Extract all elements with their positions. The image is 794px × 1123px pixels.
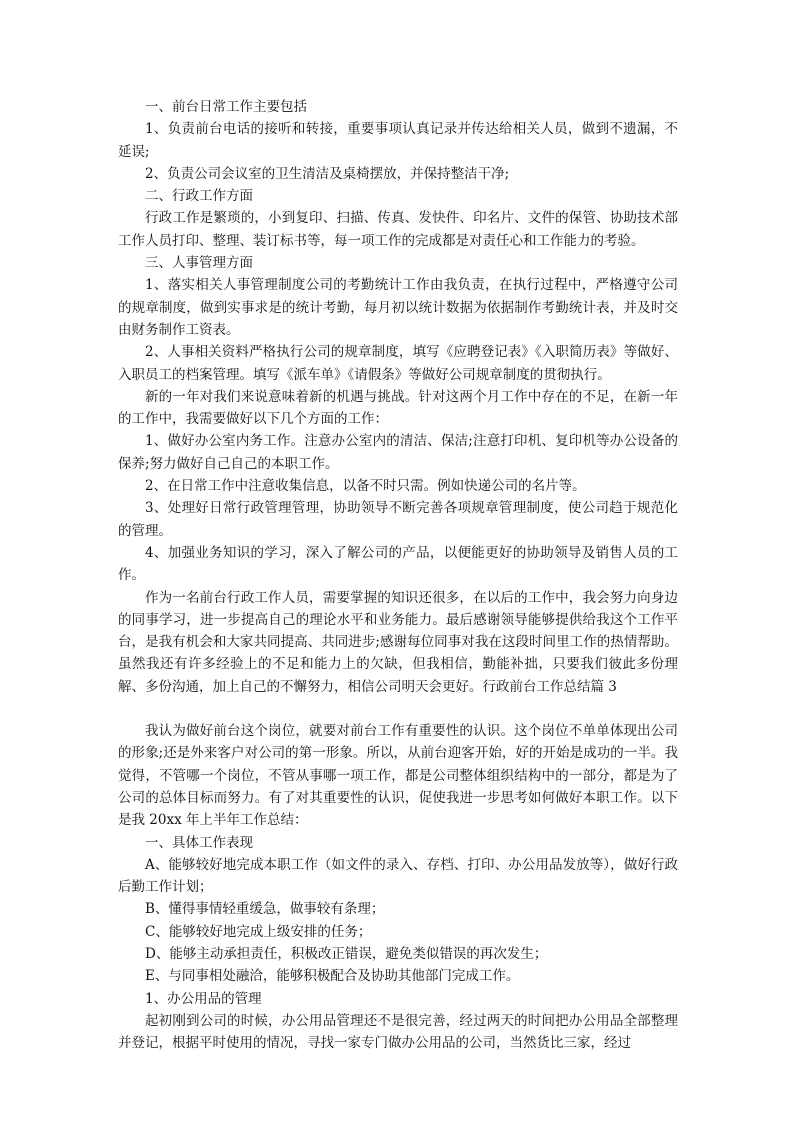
- heading-daily-work: 一、前台日常工作主要包括: [145, 99, 307, 115]
- list-item: B、懂得事情轻重缓急，做事较有条理；: [145, 901, 385, 918]
- paragraph: 4、加强业务知识的学习，深入了解公司的产品，以便能更好的协助领导及销售人员的工作。: [118, 544, 678, 584]
- list-item: D、能够主动承担责任，积极改正错误，避免类似错误的再次发生；: [145, 945, 548, 962]
- heading-work-performance: 一、具体工作表现: [145, 834, 253, 851]
- paragraph: 行政工作是繁琐的，小到复印、扫描、传真、发快件、印名片、文件的保管、协助技术部工作人员打印、整理、装订标书等，每一项工作的完成都是对责任心和工作能力的考验。: [118, 210, 678, 249]
- paragraph: 作为一名前台行政工作人员，需要掌握的知识还很多，在以后的工作中，我会努力向身边的同事学习，进一步提高自己的理论水平和业务能力。最后感谢领导能够提供给我这个工作平台，是我有机会和大家共同提高、共同进步;感谢每位同事对我在这段时间里工作的热情帮助。虽然我还有许多经验上的不足和能力上的欠缺，但我相信，勤能补拙，只要我们彼此多份理解、多份沟通，加上自己的不懈努力，相信公司明天会更好。行政前台工作总结篇 3: [118, 589, 678, 695]
- paragraph: 3、处理好日常行政管理管理，协助领导不断完善各项规章管理制度，使公司趋于规范化的管理。: [118, 500, 678, 539]
- paragraph: 新的一年对我们来说意味着新的机遇与挑战。针对这两个月工作中存在的不足，在新一年的工作中，我需要做好以下几个方面的工作：: [118, 388, 678, 428]
- heading-admin-work: 二、行政工作方面: [145, 188, 253, 205]
- section-gap: [118, 698, 678, 720]
- paragraph: 我认为做好前台这个岗位，就要对前台工作有重要性的认识。这个岗位不单单体现出公司的形象;还是外来客户对公司的第一形象。所以，从前台迎客开始，好的开始是成功的一半。我觉得，不管哪一个岗位，不管从事哪一项工作，都是公司整体组织结构中的一部分，都是为了公司的总体目标而努力。有了对其重要性的认识，促使我进一步思考如何做好本职工作。以下是我 20xx 年上半年工作总结：: [118, 723, 678, 829]
- paragraph: 2、人事相关资料严格执行公司的规章制度，填写《应聘登记表》《入职简历表》等做好、入职员工的档案管理。填写《派车单》《请假条》等做好公司规章制度的贯彻执行。: [118, 344, 678, 383]
- list-item: A、能够较好地完成本职工作（如文件的录入、存档、打印、办公用品发放等），做好行政后勤工作计划；: [118, 856, 678, 896]
- list-item: E、与同事相处融洽，能够积极配合及协助其他部门完成工作。: [145, 968, 520, 985]
- paragraph: 2、在日常工作中注意收集信息，以备不时只需。例如快递公司的名片等。: [145, 478, 586, 495]
- paragraph: 1、负责前台电话的接听和转接，重要事项认真记录并传达给相关人员，做到不遗漏，不延误;: [118, 121, 678, 160]
- paragraph: 2、负责公司会议室的卫生清洁及桌椅摆放，并保持整洁干净;: [145, 165, 510, 182]
- paragraph: 1、落实相关人事管理制度公司的考勤统计工作由我负责，在执行过程中，严格遵守公司的规章制度，做到实事求是的统计考勤，每月初以统计数据为依据制作考勤统计表，并及时交由财务制作工资表。: [118, 277, 678, 338]
- heading-office-supplies: 1、办公用品的管理: [145, 990, 262, 1007]
- document-body: [118, 96, 678, 1054]
- heading-hr-management: 三、人事管理方面: [145, 255, 253, 272]
- paragraph: 1、做好办公室内务工作。注意办公室内的清洁、保洁;注意打印机、复印机等办公设备的保养;努力做好自己自己的本职工作。: [118, 433, 678, 472]
- list-item: C、能够较好地完成上级安排的任务；: [145, 923, 372, 940]
- paragraph: 起初刚到公司的时候，办公用品管理还不是很完善，经过两天的时间把办公用品全部整理并登记，根据平时使用的情况，寻找一家专门做办公用品的公司，当然货比三家，经过: [118, 1012, 678, 1052]
